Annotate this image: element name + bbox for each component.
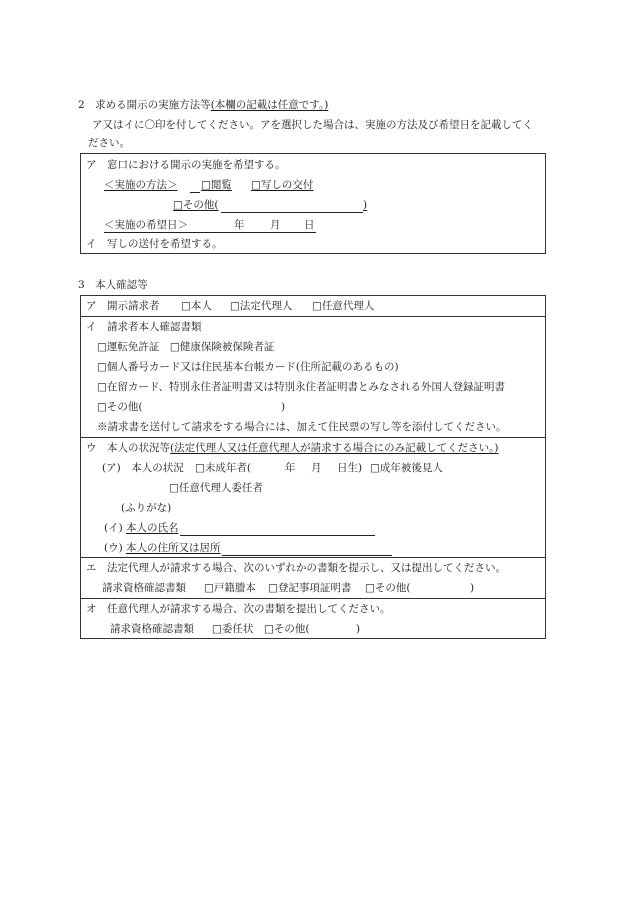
method-other-checkbox[interactable]: □その他( — [173, 199, 219, 211]
voluntary-agent-label: オ 任意代理人が請求する場合、次の書類を提出してください。 — [86, 603, 391, 615]
status-minor-birth: 日生) — [337, 462, 363, 474]
divider-3 — [80, 557, 546, 558]
status-label — [86, 441, 498, 455]
section2-instruction-line1: ア又はイに〇印を付してください。アを選択した場合は、実施の方法及び希望日を記載してく — [92, 119, 533, 131]
status-delegator-checkbox[interactable]: □任意代理人委任者 — [169, 482, 263, 494]
id-docs-label: イ 請求者本人確認書類 — [86, 321, 202, 333]
method-label-underline-tail — [190, 192, 200, 193]
section2-option-b[interactable]: イ 写しの送付を希望する。 — [86, 238, 223, 250]
divider-4 — [80, 598, 546, 599]
status-adult-ward-checkbox[interactable]: □成年被後見人 — [370, 462, 443, 474]
legal-agent-other-checkbox[interactable]: □その他( — [365, 582, 411, 594]
status-label-text: ウ 本人の状況等 — [86, 442, 170, 454]
section2-heading-text: 2 求める開示の実施方法等 — [78, 99, 211, 111]
status-row-1-label: (ア) 本人の状況 — [102, 462, 184, 474]
status-minor-month: 月 — [311, 462, 322, 474]
requester-voluntary-checkbox[interactable]: □任意代理人 — [312, 300, 375, 312]
requester-label: ア 開示請求者 — [86, 300, 160, 312]
legal-agent-docs-label: 請求資格確認書類 — [102, 582, 186, 594]
status-label-note: (法定代理人又は任意代理人が請求する場合にのみ記載してください。) — [170, 442, 499, 454]
section3-heading: 3 本人確認等 — [78, 279, 148, 291]
id-docs-license-insurance[interactable]: □運転免許証 □健康保険被保険者証 — [97, 341, 275, 353]
address-label: 本人の住所又は居所 — [126, 542, 221, 554]
status-minor-year: 年 — [285, 462, 296, 474]
legal-agent-label: エ 法定代理人が請求する場合、次のいずれかの書類を提示し、又は提出してください。 — [86, 562, 506, 574]
legal-agent-other-close: ) — [470, 582, 475, 594]
furigana-label: (ふりがな) — [121, 502, 172, 514]
address-prefix: (ウ) — [104, 542, 123, 554]
section2-heading — [78, 98, 328, 112]
date-year-label: 年 — [234, 219, 245, 231]
power-of-attorney-checkbox[interactable]: □委任状 — [212, 623, 254, 635]
status-minor-checkbox[interactable]: □未成年者( — [195, 462, 252, 474]
method-label: ＜実施の方法＞ — [104, 179, 178, 191]
id-docs-mynumber[interactable]: □個人番号カード又は住民基本台帳カード(住所記載のあるもの) — [97, 361, 399, 373]
requester-self-checkbox[interactable]: □本人 — [181, 300, 212, 312]
id-docs-other-close: ) — [281, 401, 286, 413]
id-docs-other-checkbox[interactable]: □その他( — [97, 401, 143, 413]
divider-1 — [80, 316, 546, 317]
voluntary-agent-other-close: ) — [356, 623, 361, 635]
method-other-close: ) — [363, 199, 368, 211]
section2-instruction-line2: ださい。 — [88, 137, 130, 149]
name-prefix: (イ) — [104, 522, 123, 534]
method-copy-checkbox[interactable]: □写しの交付 — [251, 179, 314, 191]
method-view-checkbox[interactable]: □閲覧 — [201, 179, 232, 191]
divider-2 — [80, 437, 546, 438]
section2-heading-note: (本欄の記載は任意です。) — [210, 99, 329, 111]
registry-cert-checkbox[interactable]: □登記事項証明書 — [268, 582, 352, 594]
voluntary-agent-docs-label: 請求資格確認書類 — [110, 623, 194, 635]
date-month-label: 月 — [270, 219, 281, 231]
method-other-field[interactable] — [221, 212, 363, 213]
name-field[interactable] — [180, 535, 375, 536]
requester-legal-checkbox[interactable]: □法定代理人 — [230, 300, 293, 312]
date-label: ＜実施の希望日＞ — [104, 219, 188, 231]
id-docs-note: ※請求書を送付して請求をする場合には、加えて住民票の写し等を添付してください。 — [97, 421, 507, 433]
voluntary-agent-other-checkbox[interactable]: □その他( — [264, 623, 310, 635]
id-docs-residence-card[interactable]: □在留カード、特別永住者証明書又は特別永住者証明書とみなされる外国人登録証明書 — [97, 381, 505, 393]
name-label: 本人の氏名 — [126, 522, 179, 534]
date-day-label: 日 — [304, 219, 315, 231]
date-underline[interactable] — [104, 232, 316, 233]
section2-option-a[interactable]: ア 窓口における開示の実施を希望する。 — [86, 159, 286, 171]
address-field[interactable] — [222, 555, 392, 556]
family-register-checkbox[interactable]: □戸籍謄本 — [204, 582, 256, 594]
